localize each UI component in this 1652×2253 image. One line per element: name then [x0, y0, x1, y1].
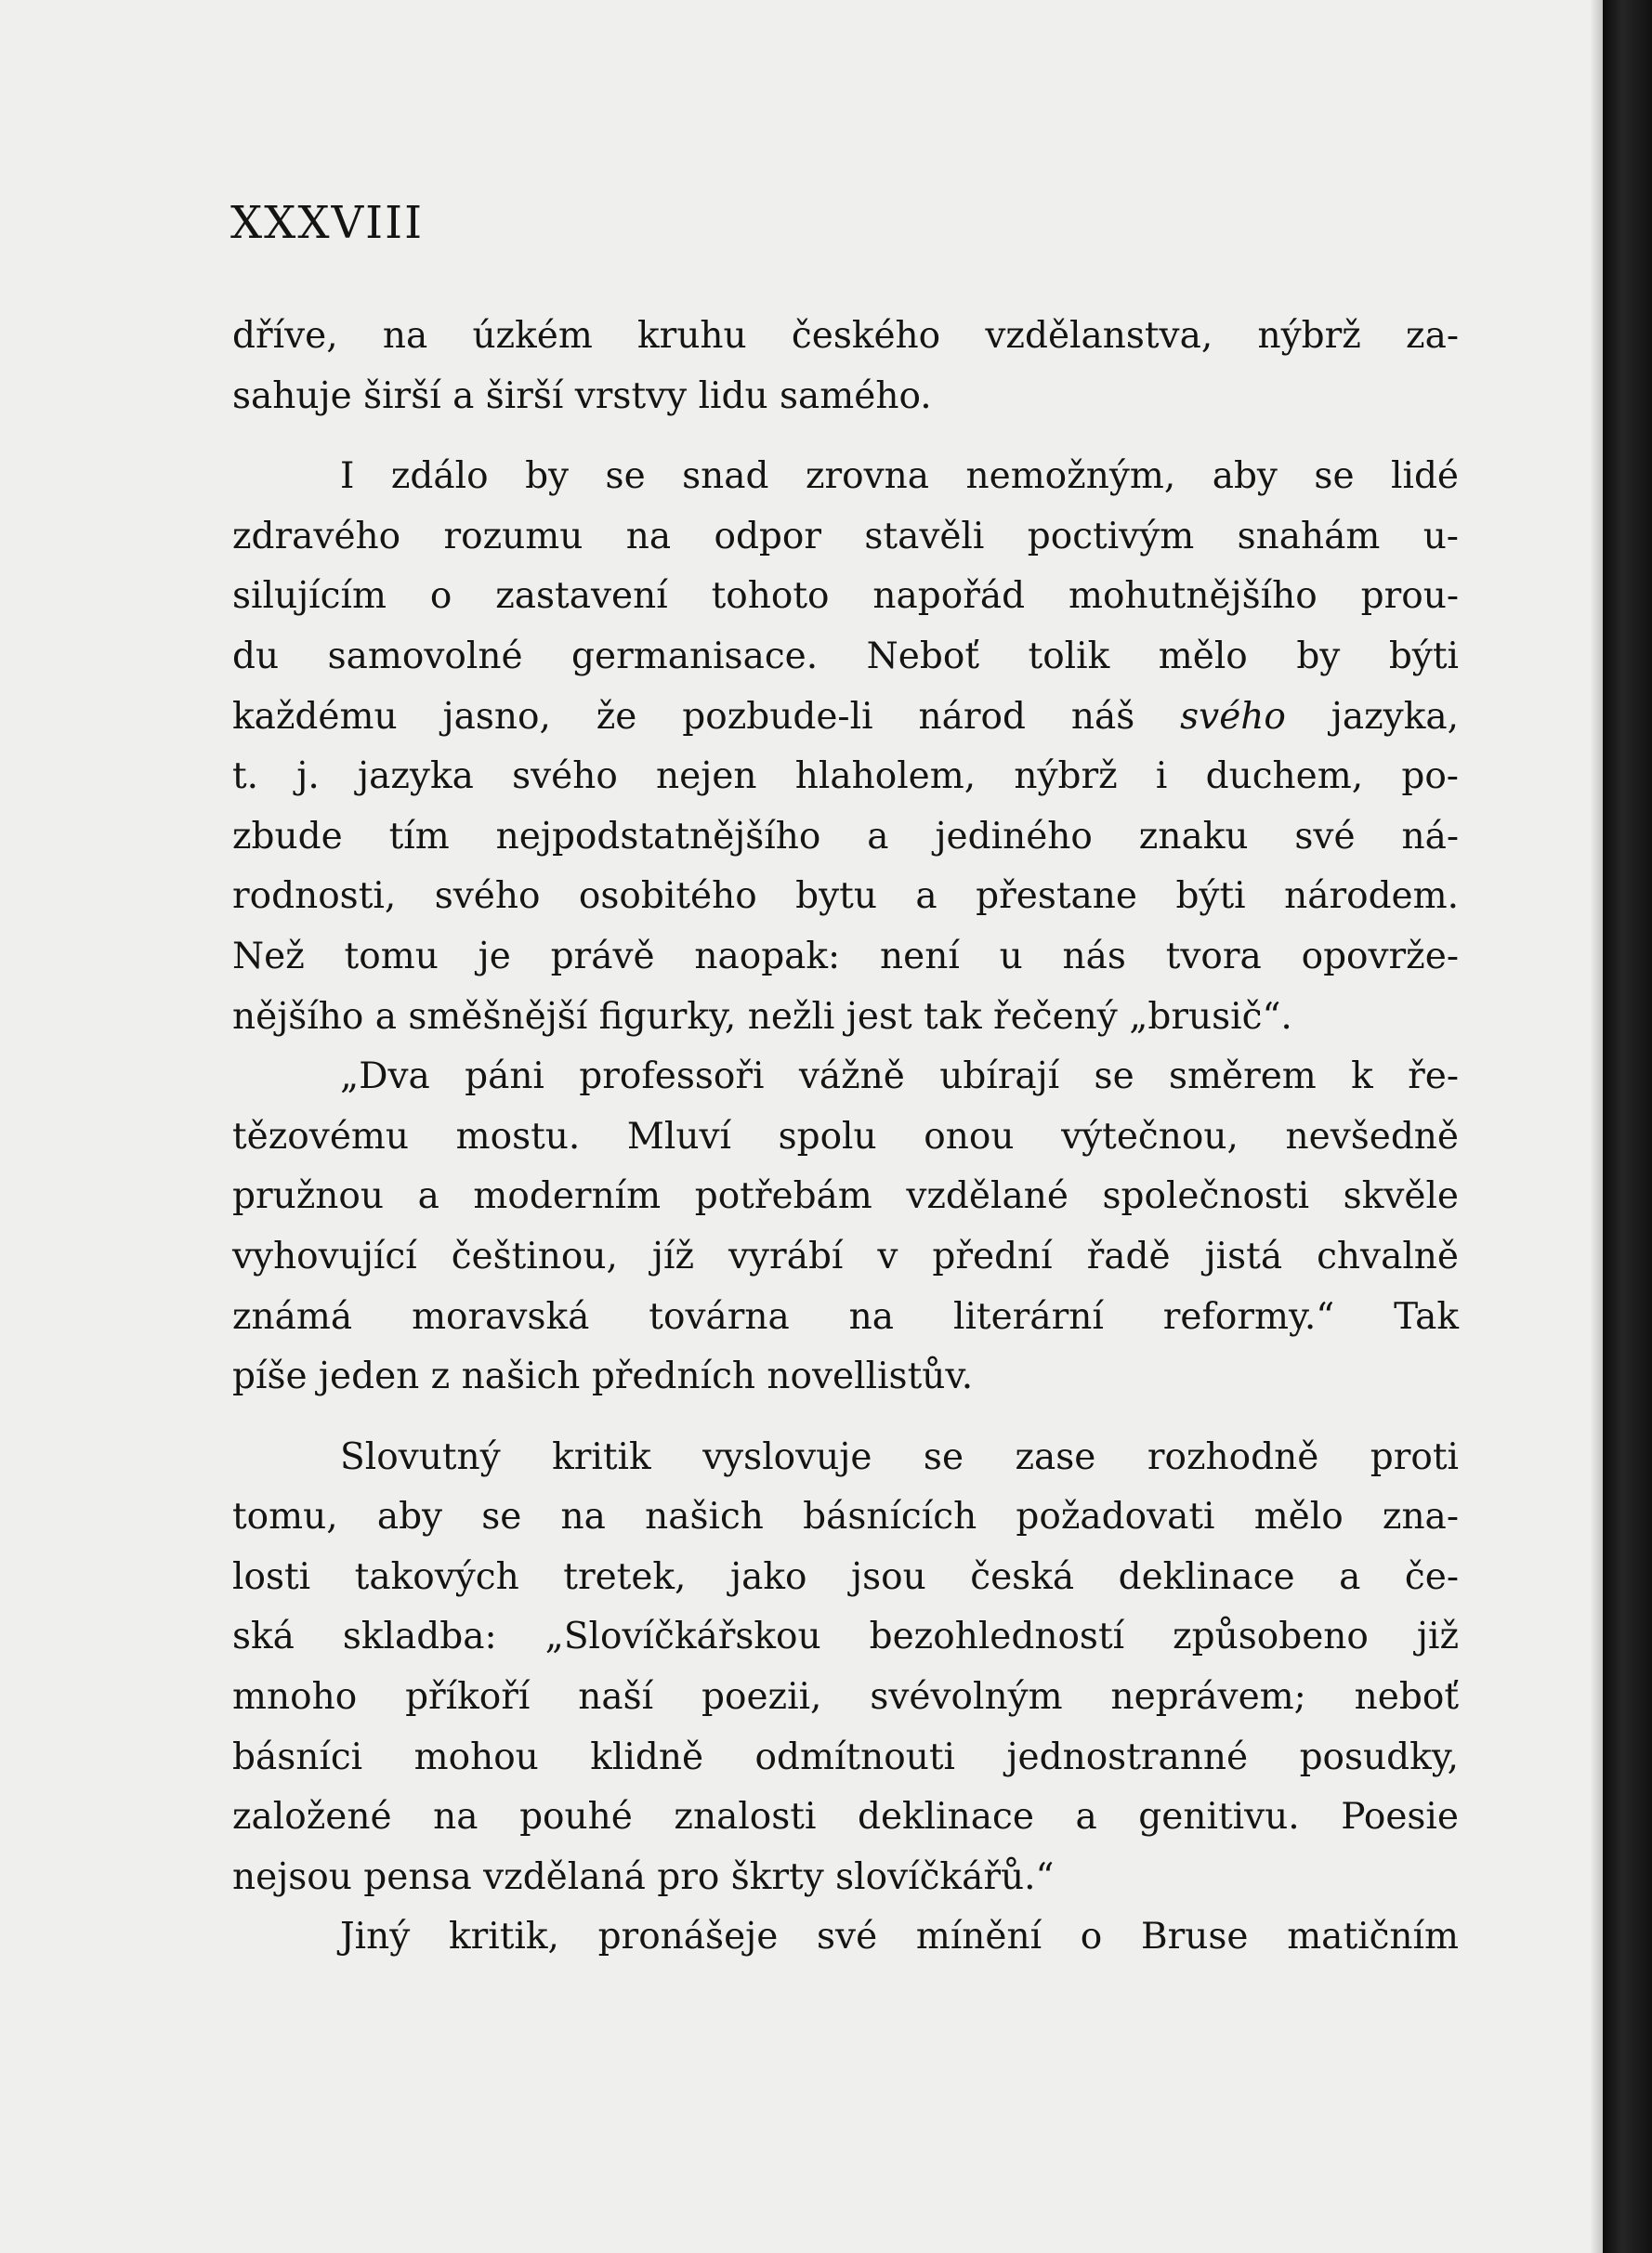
- italic-word: svého: [1180, 695, 1286, 738]
- text-line: známá moravská továrna na literární reformy.“ Tak: [232, 1295, 1459, 1338]
- text-line: Než tomu je právě naopak: není u nás tvora opovrže-: [232, 935, 1459, 977]
- paragraph-4: [232, 1428, 1459, 1908]
- text-line: ská skladba: „Slovíčkářskou bezohledností způsobeno již: [232, 1616, 1459, 1658]
- text-line: tězovému mostu. Mluví spolu onou výtečnou, nevšedně: [232, 1115, 1459, 1158]
- text-line: t. j. jazyka svého nejen hlaholem, nýbrž i duchem, po-: [232, 755, 1459, 798]
- text-line: píše jeden z našich předních novellistův.: [232, 1356, 974, 1398]
- text-line: silujícím o zastavení tohoto napořád mohutnějšího prou-: [232, 575, 1459, 618]
- paragraph-5: [232, 1907, 1459, 1968]
- paragraph-3: [232, 1047, 1459, 1408]
- text-line: du samovolné germanisace. Neboť tolik mělo by býti: [232, 635, 1459, 677]
- text-line: nějšího a směšnější figurky, nežli jest tak řečený „brusič“.: [232, 995, 1292, 1038]
- text-line: „Dva páni professoři vážně ubírají se směrem k ře-: [340, 1055, 1459, 1098]
- text-line: nejsou pensa vzdělaná pro škrty slovíčkářů.“: [232, 1855, 1055, 1898]
- text-line: vyhovující češtinou, jíž vyrábí v přední řadě jistá chvalně: [232, 1235, 1459, 1277]
- text-line: pružnou a moderním potřebám vzdělané společnosti skvěle: [232, 1175, 1459, 1218]
- text-line: losti takových tretek, jako jsou česká deklinace a če-: [232, 1555, 1459, 1598]
- text-line: zdravého rozumu na odpor stavěli poctivým snahám u-: [232, 515, 1459, 557]
- text-line: Slovutný kritik vyslovuje se zase rozhodně proti: [340, 1435, 1459, 1478]
- paragraph-2: [232, 447, 1459, 1047]
- text-line: každému jasno, že pozbude-li národ náš svého jazyka,: [232, 695, 1459, 738]
- body-text: [232, 307, 1459, 1968]
- text-line: I zdálo by se snad zrovna nemožným, aby se lidé: [340, 455, 1459, 498]
- text-line: založené na pouhé znalosti deklinace a genitivu. Poesie: [232, 1796, 1459, 1839]
- paragraph-1: [232, 307, 1459, 426]
- text-line: dříve, na úzkém kruhu českého vzdělanstva, nýbrž za-: [232, 315, 1459, 357]
- text-line: mnoho příkoří naší poezii, svévolným neprávem; neboť: [232, 1676, 1459, 1719]
- page-number: XXXVIII: [230, 197, 425, 249]
- text-line: tomu, aby se na našich básnících požadovati mělo zna-: [232, 1496, 1459, 1539]
- scan-edge: [1603, 0, 1652, 2253]
- text-line: zbude tím nejpodstatnějšího a jediného znaku své ná-: [232, 815, 1459, 858]
- text-line: rodnosti, svého osobitého bytu a přestane býti národem.: [232, 875, 1459, 918]
- text-line: Jiný kritik, pronášeje své mínění o Bruse matičním: [340, 1916, 1459, 1958]
- text-line: básníci mohou klidně odmítnouti jednostranné posudky,: [232, 1736, 1459, 1778]
- text-line: sahuje širší a širší vrstvy lidu samého.: [232, 374, 932, 417]
